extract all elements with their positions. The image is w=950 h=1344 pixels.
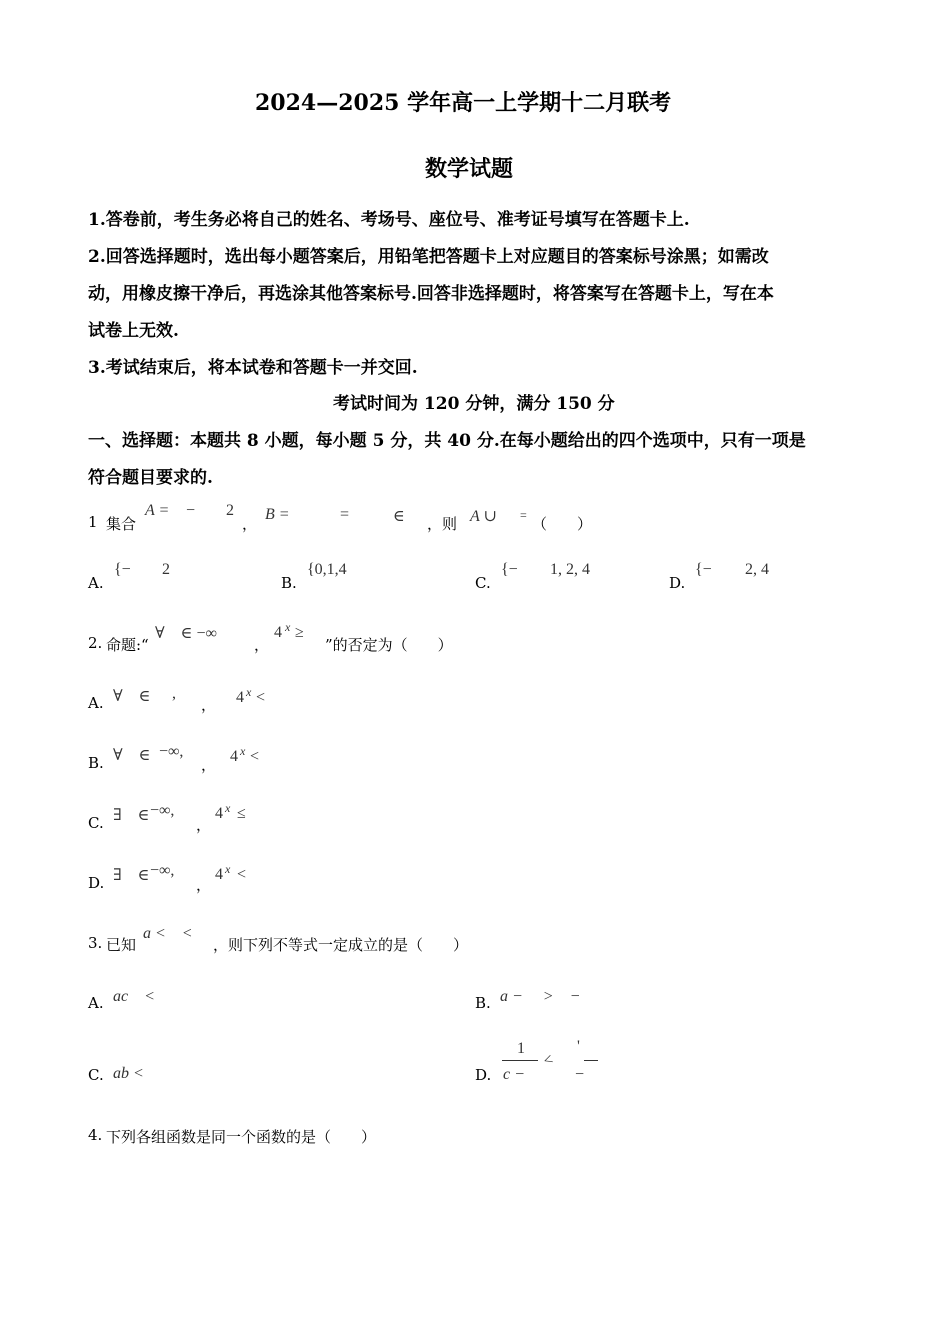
question-text: ，则下列不等式一定成立的是（ ） (213, 936, 469, 954)
option-value: −∞, (150, 862, 175, 879)
option-value: ac < (113, 988, 155, 1005)
section-heading-a: 一、选择题：本题共 8 小题，每小题 5 分，共 40 分.在每小题给出的四个选项中，只有一项是 (88, 431, 806, 451)
option-value: − (575, 1066, 585, 1083)
option-value: 4 (230, 748, 238, 765)
math-fragment: ≥ (295, 624, 304, 641)
option-value: ' (577, 1038, 580, 1055)
option-value: 4 (215, 866, 223, 883)
question-text: ”的否定为（ ） (325, 636, 453, 654)
fraction-bar (502, 1060, 538, 1061)
option-value: {0,1,4 (307, 561, 347, 578)
option-value: 2 (162, 561, 170, 578)
option-value: −∞, (150, 802, 175, 819)
option-value: x (225, 862, 231, 876)
math-fragment: 2 (226, 502, 234, 519)
option-value: 2, 4 (745, 561, 769, 578)
exam-title: 2024—2025 学年高一上学期十二月联考 (255, 90, 672, 116)
option-value: < (256, 689, 266, 706)
option-value: ≤ (237, 805, 246, 822)
option-label: B. (281, 574, 297, 592)
instruction-2a: 2.回答选择题时，选出每小题答案后，用铅笔把答题卡上对应题目的答案标号涂黑；如需改 (88, 247, 769, 267)
option-value: < (237, 866, 247, 883)
option-value: {− (695, 561, 712, 578)
option-value: x (246, 685, 252, 699)
option-value: 1 (517, 1040, 525, 1057)
question-number: 2. (88, 634, 103, 652)
question-text: 集合 (106, 515, 137, 533)
option-value: ， (196, 876, 212, 894)
option-value: ∃ ∈ (113, 867, 150, 884)
option-value: c − (503, 1066, 525, 1083)
option-label: A. (88, 694, 104, 712)
question-text: 已知 (106, 936, 137, 954)
question-number: 3. (88, 934, 103, 952)
question-text: ，则 (427, 515, 458, 533)
option-value: ， (201, 756, 217, 774)
option-value: −∞, (159, 743, 184, 760)
section-heading-b: 符合题目要求的. (88, 468, 213, 488)
option-value: {− (501, 561, 518, 578)
exam-time-note: 考试时间为 120 分钟，满分 150 分 (333, 394, 615, 414)
instruction-1: 1.答卷前，考生务必将自己的姓名、考场号、座位号、准考证号填写在答题卡上. (88, 210, 690, 230)
option-value: ∀ ∈ (113, 747, 151, 764)
option-label: C. (88, 814, 104, 832)
option-label: B. (88, 754, 104, 772)
instruction-2b: 动，用橡皮擦干净后，再选涂其他答案标号.回答非选择题时，将答案写在答题卡上，写在本 (88, 284, 774, 304)
option-value: < (541, 1050, 556, 1071)
option-label: D. (88, 874, 105, 892)
math-set-b: B = (265, 506, 290, 523)
option-label: D. (475, 1066, 492, 1084)
math-fragment: x (285, 620, 291, 634)
instruction-2c: 试卷上无效. (88, 321, 179, 341)
math-union: A ∪ (470, 508, 497, 525)
option-label: C. (88, 1066, 104, 1084)
option-value: x (240, 744, 246, 758)
option-value: 4 (236, 689, 244, 706)
option-label: A. (88, 994, 104, 1012)
option-label: B. (475, 994, 491, 1012)
math-fragment: 4 (274, 624, 282, 641)
option-value: ， (196, 816, 212, 834)
option-label: A. (88, 574, 104, 592)
question-text: 命题:“ (106, 636, 149, 654)
option-value: < (250, 748, 260, 765)
math-fragment: = (520, 508, 527, 522)
fraction-bar (584, 1060, 598, 1061)
math-fragment: ∀ ∈ −∞ (155, 625, 217, 642)
math-set-a: A = (145, 502, 170, 519)
math-fragment: = (340, 506, 350, 523)
math-fragment: ∈ (393, 508, 405, 525)
option-value: x (225, 801, 231, 815)
question-number: 1 (88, 513, 98, 531)
option-value: ∃ ∈ (113, 807, 150, 824)
math-fragment: ， (254, 636, 270, 654)
exam-subject: 数学试题 (425, 156, 514, 182)
option-value: , (172, 685, 176, 702)
instruction-3: 3.考试结束后，将本试卷和答题卡一并交回. (88, 358, 418, 378)
question-number: 4. (88, 1126, 103, 1144)
math-condition: a < < (143, 925, 193, 942)
option-value: a − > − (500, 988, 581, 1005)
option-value: {− (114, 561, 131, 578)
option-label: D. (669, 574, 686, 592)
option-label: C. (475, 574, 491, 592)
option-value: ab < (113, 1065, 144, 1082)
math-fragment: ， (242, 515, 258, 533)
question-text: 下列各组函数是同一个函数的是（ ） (106, 1128, 377, 1146)
option-value: 4 (215, 805, 223, 822)
option-value: 1, 2, 4 (550, 561, 590, 578)
option-value: ∀ ∈ (113, 688, 151, 705)
answer-paren: （ ） (532, 515, 593, 533)
math-fragment: − (186, 502, 196, 519)
option-value: ， (201, 696, 217, 714)
